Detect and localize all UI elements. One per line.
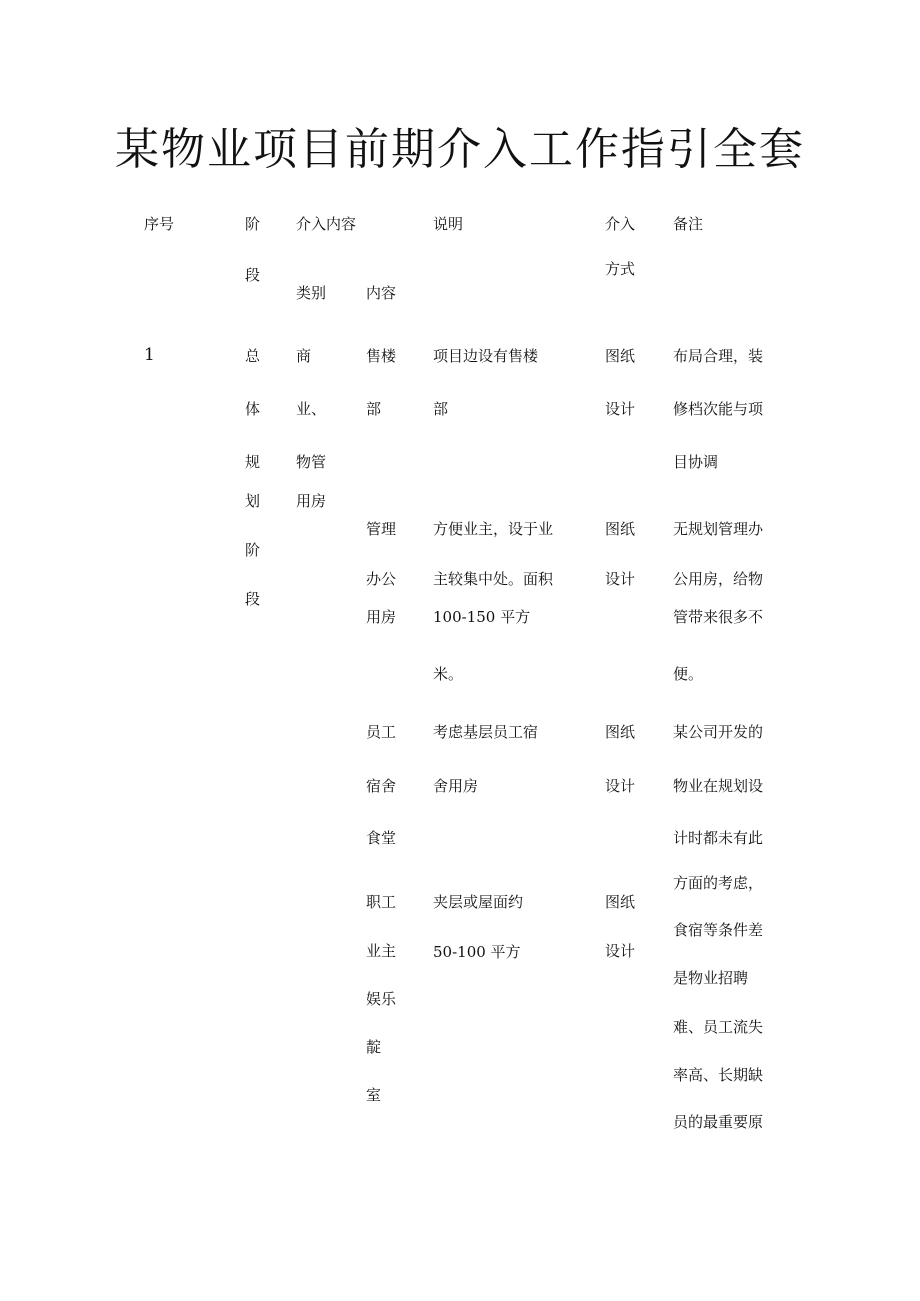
document-title: 某物业项目前期介入工作指引全套 bbox=[115, 124, 805, 175]
item-content-line: 食堂 bbox=[366, 829, 397, 847]
item-remark-line: 无规划管理办 bbox=[673, 520, 764, 538]
header-method-2: 方式 bbox=[605, 260, 636, 278]
item-content-line: 管理 bbox=[366, 520, 397, 538]
item-content-line: 靛 bbox=[366, 1038, 382, 1056]
item-description-line: 方便业主，设于业 bbox=[433, 520, 554, 538]
item-remark-line: 物业在规划设 bbox=[673, 777, 764, 795]
stage-char: 段 bbox=[245, 590, 261, 608]
item-content-line: 室 bbox=[366, 1086, 382, 1104]
item-content-line: 娱乐 bbox=[366, 990, 397, 1008]
category-line: 业、 bbox=[296, 400, 327, 418]
item-remark-line: 目协调 bbox=[673, 453, 719, 471]
header-description: 说明 bbox=[433, 215, 464, 233]
item-remark-line: 修档次能与项 bbox=[673, 400, 764, 418]
item-content-line: 售楼 bbox=[366, 347, 397, 365]
category-line: 物管 bbox=[296, 453, 327, 471]
item-remark-line: 便。 bbox=[673, 665, 704, 683]
header-content-group: 介入内容 bbox=[296, 215, 357, 233]
item-content-line: 用房 bbox=[366, 608, 397, 626]
item-description-line: 部 bbox=[433, 400, 449, 418]
item-remark-line: 员的最重要原 bbox=[673, 1113, 764, 1131]
item-method-line: 设计 bbox=[605, 570, 636, 588]
row-seq: 1 bbox=[144, 345, 155, 365]
item-method-line: 图纸 bbox=[605, 893, 636, 911]
item-method-line: 设计 bbox=[605, 777, 636, 795]
item-content-line: 办公 bbox=[366, 570, 397, 588]
item-remark-line: 计时都未有此 bbox=[673, 829, 764, 847]
item-remark-line: 难、员工流失 bbox=[673, 1018, 764, 1036]
stage-char: 规 bbox=[245, 453, 261, 471]
item-remark-line: 率高、长期缺 bbox=[673, 1066, 764, 1084]
header-seq: 序号 bbox=[144, 215, 175, 233]
item-description-line: 考虑基层员工宿 bbox=[433, 723, 539, 741]
item-method-line: 图纸 bbox=[605, 723, 636, 741]
item-method-line: 图纸 bbox=[605, 347, 636, 365]
item-content-line: 员工 bbox=[366, 723, 397, 741]
header-stage-1: 阶 bbox=[245, 215, 261, 233]
item-remark-line: 是物业招聘 bbox=[673, 969, 749, 987]
item-method-line: 图纸 bbox=[605, 520, 636, 538]
item-content-line: 宿舍 bbox=[366, 777, 397, 795]
category-line: 用房 bbox=[296, 492, 327, 510]
header-method-1: 介入 bbox=[605, 215, 636, 233]
item-remark-line: 食宿等条件差 bbox=[673, 921, 764, 939]
item-description-line: 50-100 平方 bbox=[433, 943, 521, 961]
item-method-line: 设计 bbox=[605, 400, 636, 418]
item-content-line: 部 bbox=[366, 400, 382, 418]
item-description-line: 舍用房 bbox=[433, 777, 479, 795]
stage-char: 总 bbox=[245, 347, 261, 365]
item-remark-line: 某公司开发的 bbox=[673, 723, 764, 741]
item-description-line: 主较集中处。面积 bbox=[433, 570, 554, 588]
header-remark: 备注 bbox=[673, 215, 704, 233]
item-description-line: 项目边设有售楼 bbox=[433, 347, 539, 365]
item-description-line: 100-150 平方 bbox=[433, 608, 531, 626]
item-remark-line: 管带来很多不 bbox=[673, 608, 764, 626]
header-content: 内容 bbox=[366, 284, 397, 302]
stage-char: 体 bbox=[245, 400, 261, 418]
item-remark-line: 公用房，给物 bbox=[673, 570, 764, 588]
item-content-line: 职工 bbox=[366, 893, 397, 911]
stage-char: 划 bbox=[245, 492, 261, 510]
item-description-line: 夹层或屋面约 bbox=[433, 893, 524, 911]
item-method-line: 设计 bbox=[605, 942, 636, 960]
item-description-line: 米。 bbox=[433, 665, 464, 683]
item-remark-line: 布局合理，装 bbox=[673, 347, 764, 365]
item-remark-line: 方面的考虑， bbox=[673, 874, 764, 892]
category-line: 商 bbox=[296, 347, 312, 365]
item-content-line: 业主 bbox=[366, 942, 397, 960]
stage-char: 阶 bbox=[245, 541, 261, 559]
header-stage-2: 段 bbox=[245, 266, 261, 284]
header-category: 类别 bbox=[296, 284, 327, 302]
